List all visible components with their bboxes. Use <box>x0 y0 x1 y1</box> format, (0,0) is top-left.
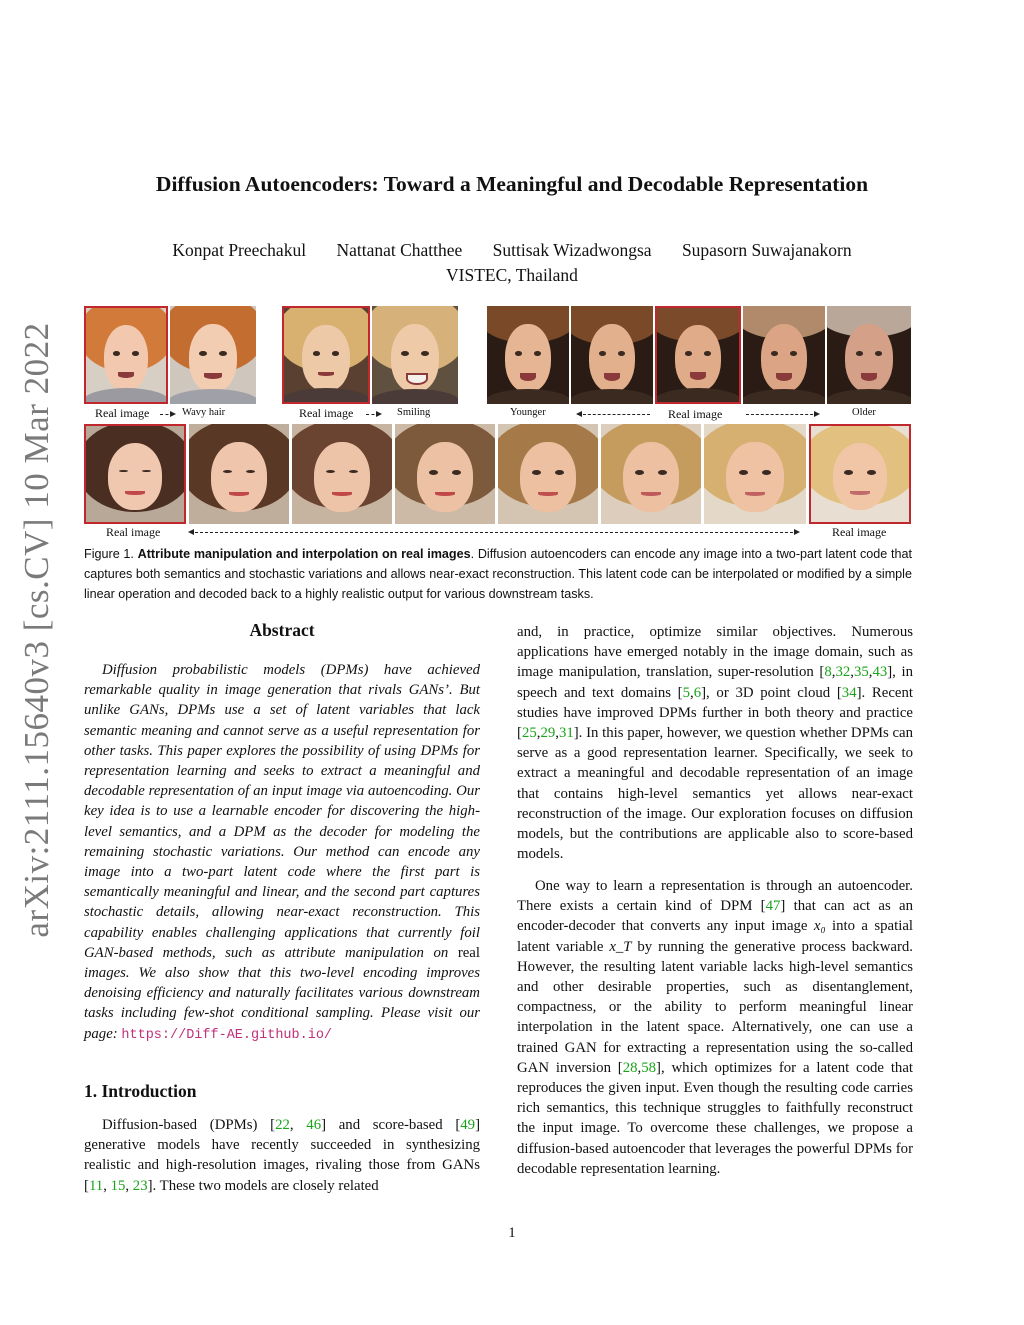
body-text: ], in speech and text domains [ <box>517 664 913 701</box>
label-older: Older <box>852 407 876 418</box>
caption-text: . Diffusion autoencoders can encode any image into a two-part latent code that captures both semantics and stochastic variations and allows near-exact reconstruction. This latent code can be interpolated or modified by a simple linear operation and decoded back to a highly realistic output for various downstream tasks. <box>84 547 912 601</box>
author-name: Nattanat Chatthee <box>336 240 463 260</box>
author-name: Konpat Preechakul <box>172 240 307 260</box>
intro-text: , <box>125 1177 133 1194</box>
project-url-link[interactable]: https://Diff-AE.github.io/ <box>121 1027 333 1043</box>
abstract-text: images. We also show that this two-level encoding improves denoising efficiency and naturally facilitates various downstream tasks including few-shot conditional sampling. Please visit our page: <box>84 965 480 1042</box>
intro-text: , <box>289 1117 307 1133</box>
right-column-paragraph-2 <box>517 876 913 1179</box>
citation-link[interactable]: 6 <box>693 684 702 701</box>
body-text: ], or 3D point cloud [ <box>701 684 842 701</box>
body-text: into a spatial latent variable <box>517 918 913 955</box>
face-image-interp <box>704 424 806 524</box>
face-image-interp <box>189 424 289 524</box>
citation-link[interactable]: 34 <box>841 684 857 701</box>
face-image-interp <box>292 424 392 524</box>
intro-text: , <box>103 1177 111 1194</box>
body-text: by running the generative process backward. However, the resulting latent variable lacks high-level semantics and other desirable properties, such as disentanglement, compactness, or the ability to perform meaningful linear interpolation in the latent space. Alternatively, one can use a trained GAN for extracting a representation using the so-called GAN inversion [ <box>517 938 913 1076</box>
label-real-image: Real image <box>106 525 161 539</box>
right-column-paragraph-1 <box>517 622 913 864</box>
abstract-text: Diffusion probabilistic models (DPMs) have achieved remarkable quality in image generation that rivals GANs’. But unlike GANs, DPMs use a set of latent variables that lack semantic meaning and cannot serve as a useful representation for other tasks. This paper explores the possibility of using DPMs for representation learning and seeks to extract a meaningful and decodable representation of an input image via autoencoding. Our key idea is to use a learnable encoder for discovering the high-level semantics, and a DPM as the decoder for modeling the remaining stochastic variations. Our method can encode any image into a two-part latent code where the first part is semantically meaningful and linear, and the second part captures stochastic details, allowing near-exact reconstruction. This capability enables challenging applications that currently foil GAN-based methods, such as attribute manipulation on <box>84 662 480 961</box>
citation-link[interactable]: 46 <box>306 1117 322 1133</box>
author-name: Suttisak Wizadwongsa <box>492 240 652 260</box>
citation-link[interactable]: 43 <box>872 664 888 681</box>
face-image-younger-1 <box>571 306 653 404</box>
citation-link[interactable]: 58 <box>641 1059 657 1076</box>
intro-text: ]. These two models are closely related <box>147 1177 379 1194</box>
citation-link[interactable]: 31 <box>558 725 574 742</box>
body-text: ]. Recent studies have improved DPMs further in both theory and practice [ <box>517 684 913 742</box>
citation-link[interactable]: 49 <box>460 1117 476 1133</box>
arxiv-sidebar-id: arXiv:2111.15640v3 [cs.CV] 10 Mar 2022 <box>17 322 56 938</box>
citation-link[interactable]: 5 <box>682 684 691 701</box>
label-real-image: Real image <box>832 525 887 539</box>
face-image-younger-2 <box>487 306 569 404</box>
page-number: 1 <box>508 1225 516 1241</box>
face-image-wavy-hair <box>170 306 256 404</box>
citation-link[interactable]: 23 <box>132 1177 148 1194</box>
math-x0: x₀ <box>813 918 826 935</box>
face-image-interp-real-a <box>84 424 186 524</box>
face-image-older-2 <box>827 306 911 404</box>
face-image-smiling <box>372 306 458 404</box>
arrow-both-icon <box>190 532 798 533</box>
label-real-image: Real image <box>668 407 723 421</box>
citation-link[interactable]: 22 <box>275 1117 290 1133</box>
citation-link[interactable]: 8 <box>824 664 832 681</box>
body-text: ], which optimizes for a latent code that reproduces the given input. Even though the resulting code carries rich semantics, this technique struggles to faithfully reconstruct the input image. To overcome these challenges, we propose a diffusion-based autoencoder that leverages the powerful DPMs for decodable representation learning. <box>517 1059 914 1177</box>
arrow-right-icon <box>746 414 818 415</box>
body-text: ] that can act as an encoder-decoder that converts any input image <box>517 898 913 935</box>
face-image-real-man <box>655 306 741 404</box>
author-name: Supasorn Suwajanakorn <box>681 240 852 260</box>
introduction-heading: 1. Introduction <box>84 1081 197 1101</box>
intro-text: ] and score-based [ <box>321 1117 461 1133</box>
arrow-icon <box>160 414 174 415</box>
body-text: , <box>536 725 541 742</box>
label-smiling: Smiling <box>397 407 431 418</box>
citation-link[interactable]: 28 <box>622 1059 638 1076</box>
intro-text: Diffusion-based (DPMs) [ <box>102 1117 276 1133</box>
citation-link[interactable]: 32 <box>835 664 851 681</box>
arrow-icon <box>366 414 380 415</box>
body-text: One way to learn a representation is through an autoencoder. There exists a certain kind of DPM [ <box>517 878 913 915</box>
author-list <box>0 240 1024 261</box>
label-wavy-hair: Wavy hair <box>182 407 226 418</box>
citation-link[interactable]: 11 <box>88 1177 104 1194</box>
body-text: and, in practice, optimize similar objectives. Numerous applications have emerged notably in the image domain, such as image manipulation, translation, super-resolution [ <box>517 624 913 681</box>
citation-link[interactable]: 35 <box>853 664 869 681</box>
face-image-real-woman <box>282 306 370 404</box>
body-text: , <box>637 1059 642 1076</box>
body-text: , <box>831 664 836 681</box>
figure-caption <box>84 544 912 604</box>
face-image-interp <box>395 424 495 524</box>
abstract-heading: Abstract <box>249 620 315 640</box>
body-text: , <box>850 664 854 681</box>
arrow-left-icon <box>578 414 650 415</box>
face-image-interp <box>601 424 701 524</box>
citation-link[interactable]: 47 <box>765 898 781 915</box>
citation-link[interactable]: 15 <box>110 1177 126 1194</box>
body-text: , <box>690 684 694 701</box>
face-image-interp <box>498 424 598 524</box>
affiliation: VISTEC, Thailand <box>446 265 578 285</box>
citation-link[interactable]: 29 <box>540 725 556 742</box>
caption-bold: Attribute manipulation and interpolation on real images <box>137 547 471 561</box>
label-real-image: Real image <box>299 406 354 420</box>
face-image-older-1 <box>743 306 825 404</box>
introduction-body <box>84 1115 480 1196</box>
label-younger: Younger <box>510 407 546 418</box>
caption-label: Figure 1. <box>84 547 134 561</box>
face-image-real-child <box>84 306 168 404</box>
abstract-body <box>84 660 480 1046</box>
label-real-image: Real image <box>95 406 150 420</box>
abstract-text-normal: real <box>457 944 480 961</box>
intro-text: ] generative models have recently succeeded in synthesizing realistic and high-resolution images, rivaling those from GANs [ <box>84 1117 480 1194</box>
paper-title: Diffusion Autoencoders: Toward a Meaningful and Decodable Representation <box>155 172 869 196</box>
citation-link[interactable]: 25 <box>521 725 537 742</box>
face-image-interp-real-b <box>809 424 911 524</box>
body-text: , <box>868 664 873 681</box>
body-text: ]. In this paper, however, we question whether DPMs can serve as a good representation learner. Specifically, we seek to extract a meaningful and decodable representation of an image that contains high-level semantics yet allows near-exact reconstruction of the image. Our exploration focuses on diffusion models, but the contributions are applicable also to score-based models. <box>517 725 913 863</box>
body-text: , <box>555 725 559 742</box>
math-xt: x_T <box>609 938 632 955</box>
